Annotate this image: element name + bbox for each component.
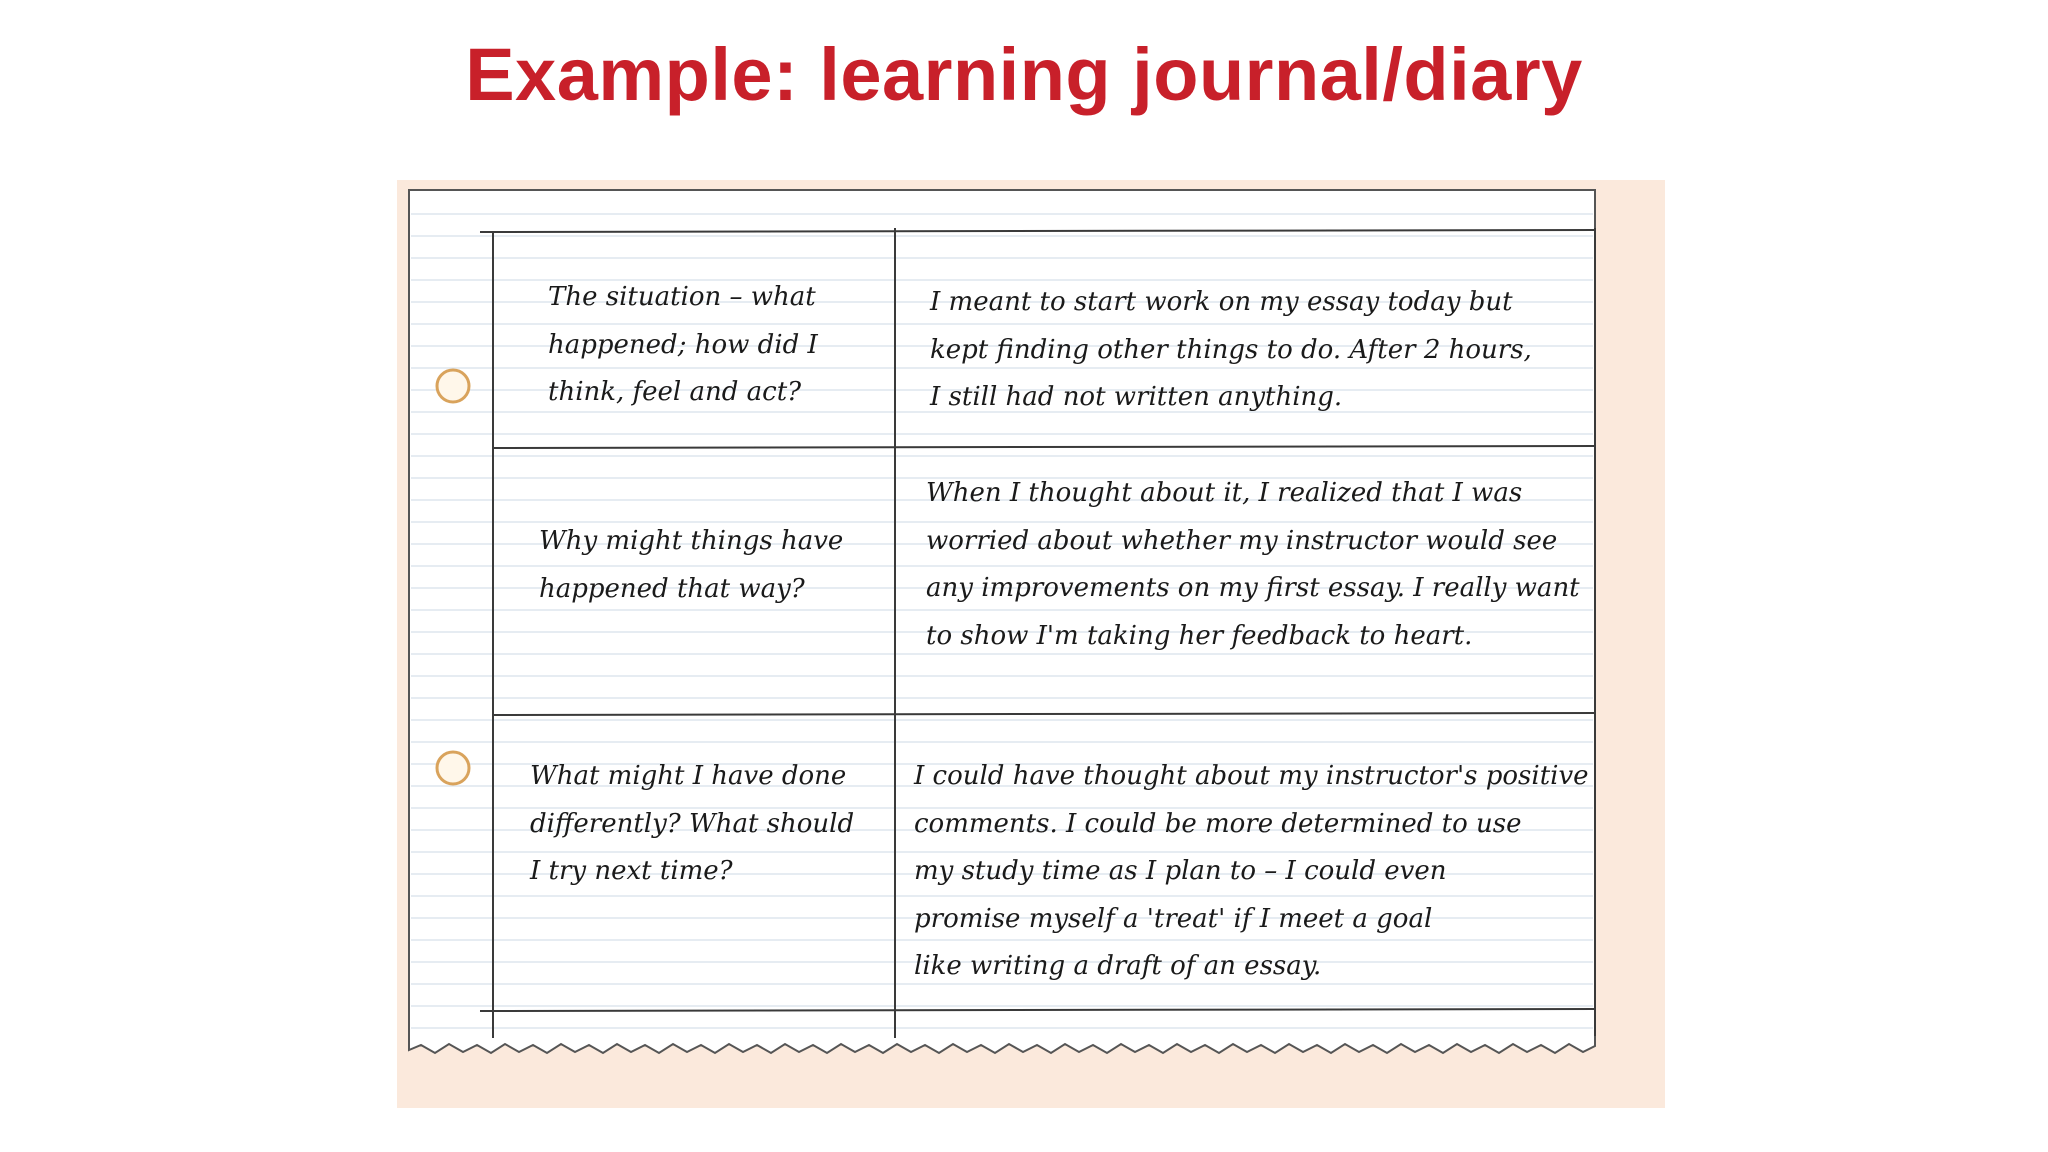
row-3-prompt: What might I have done differently? What should I try next time? [530, 761, 855, 886]
row-3-entry: I could have thought about my instructor's positive comments. I could be more determined to use my study time as I plan to – I could even promise myself a 'treat' if I meet a goal like writing a draft of an essay. [914, 761, 1589, 981]
row-2-entry: When I thought about it, I realized that I was worried about whether my instructor would see any improvements on my first essay. I really want to show I'm taking her feedback to heart. [926, 478, 1580, 651]
punch-hole-top [437, 370, 469, 402]
row-2-prompt: Why might things have happened that way? [539, 526, 844, 604]
slide-title: Example: learning journal/diary [465, 33, 1583, 116]
row-1-entry: I meant to start work on my essay today but kept finding other things to do. After 2 hours, I still had not written anything. [930, 287, 1532, 412]
row-1-prompt: The situation – what happened; how did I think, feel and act? [548, 282, 818, 407]
punch-hole-bottom [437, 752, 469, 784]
